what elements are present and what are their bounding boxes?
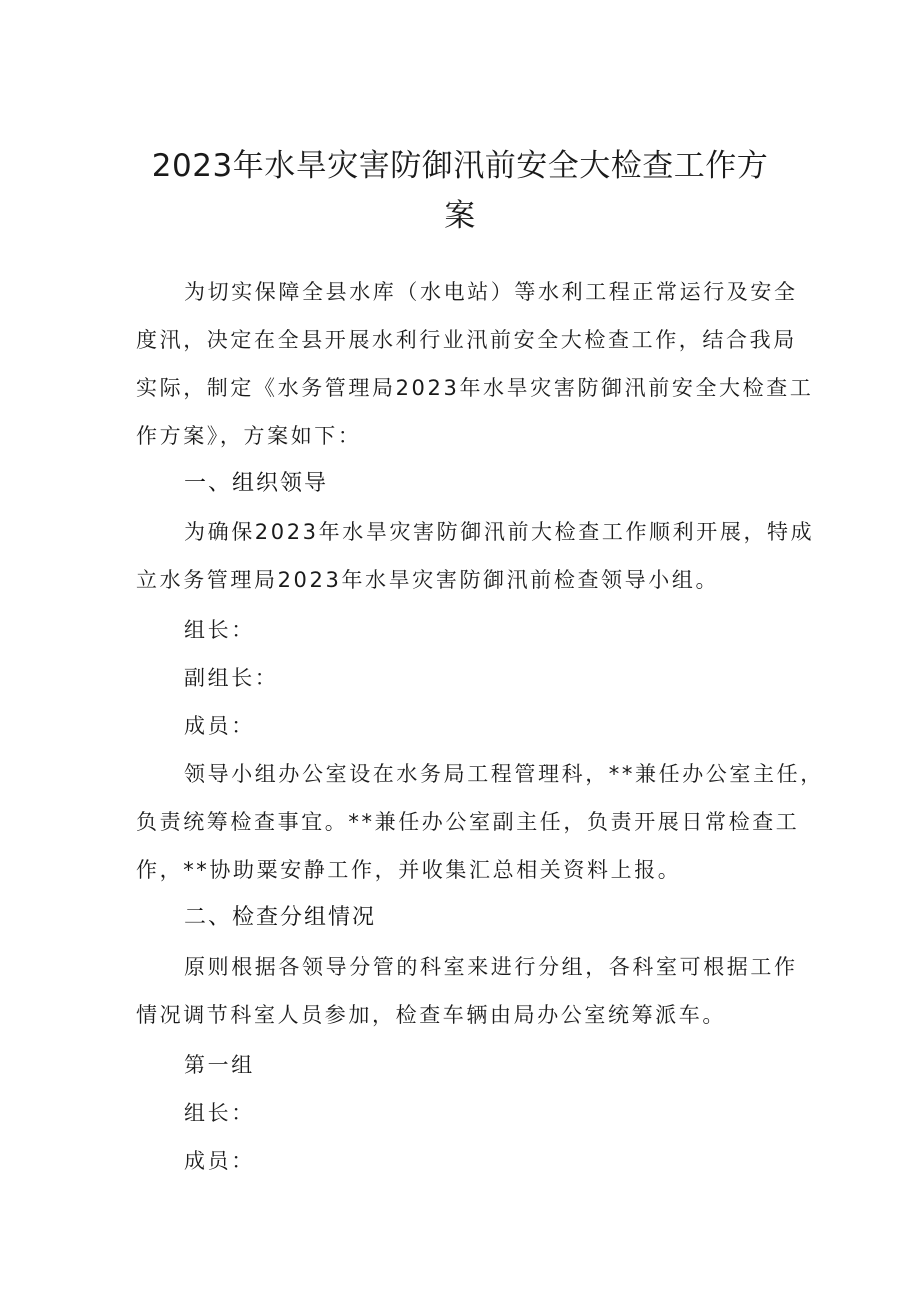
office-line-1: 领导小组办公室设在水务局工程管理科，**兼任办公室主任， [184,762,824,786]
section2-heading: 二、检查分组情况 [184,905,377,930]
leader-label: 组长： [184,618,255,642]
office-line-3: 作，**协助粟安静工作，并收集汇总相关资料上报。 [136,858,682,882]
section1-heading: 一、组织领导 [184,471,329,496]
office-line-2: 负责统筹检查事宜。**兼任办公室副主任，负责开展日常检查工 [136,810,800,834]
section1-para-line-1: 为确保2023年水旱灾害防御汛前大检查工作顺利开展，特成 [184,520,815,544]
group1-leader-label: 组长： [184,1101,255,1125]
group1-label: 第一组 [184,1053,255,1077]
document-title-line2: 案 [444,198,476,234]
members-label: 成员： [184,714,255,738]
intro-line-3: 实际，制定《水务管理局2023年水旱灾害防御汛前安全大检查工 [136,376,814,400]
group1-members-label: 成员： [184,1149,255,1173]
deputy-leader-label: 副组长： [184,666,279,690]
section1-para-line-2: 立水务管理局2023年水旱灾害防御汛前检查领导小组。 [136,568,720,592]
section2-para-line-1: 原则根据各领导分管的科室来进行分组，各科室可根据工作 [184,955,798,979]
document-title-line1: 2023年水旱灾害防御汛前安全大检查工作方 [151,148,769,184]
intro-line-1: 为切实保障全县水库（水电站）等水利工程正常运行及安全 [184,280,798,304]
intro-line-2: 度汛，决定在全县开展水利行业汛前安全大检查工作，结合我局 [136,328,797,352]
intro-line-4: 作方案》，方案如下： [136,424,362,448]
section2-para-line-2: 情况调节科室人员参加，检查车辆由局办公室统筹派车。 [136,1003,726,1027]
